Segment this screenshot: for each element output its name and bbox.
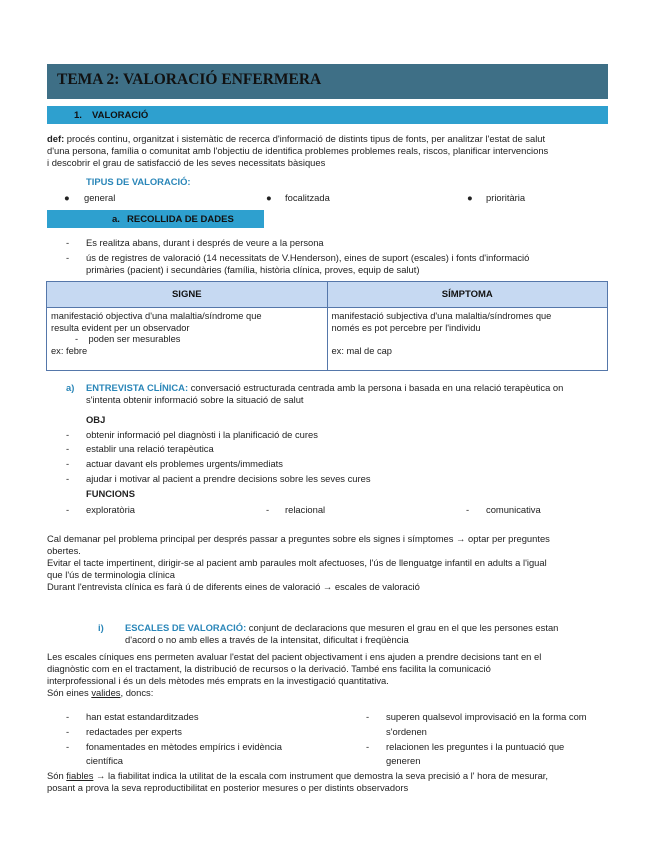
tipus-heading: TIPUS DE VALORACIÓ: <box>86 176 191 187</box>
obj-heading: OBJ <box>86 414 106 425</box>
dash-icon: - <box>466 504 470 515</box>
tipus-item: prioritària <box>486 192 526 203</box>
escales-block <box>125 622 625 646</box>
cell-line: manifestació objectiva d'una malaltia/síndrome que <box>51 311 262 321</box>
fiables-text: posant a prova la seva reproductibilitat en posterior mesures o per distints observadors <box>47 782 409 793</box>
bullet-icon: ● <box>467 192 473 203</box>
dash-icon: - <box>66 473 70 484</box>
funcio-item: comunicativa <box>486 504 541 515</box>
valides-item: superen qualsevol improvisació en la forma com <box>386 711 587 722</box>
table-header-signe: SIGNE <box>47 282 328 308</box>
escales-desc: d'acord o no amb elles a través de la intensitat, dificultat i freqüència <box>125 634 409 645</box>
fiables-word: fiables <box>66 770 94 781</box>
table-cell-signe <box>47 308 328 371</box>
paragraph-line: Durant l'entrevista clínica es farà ú de diferents eines de valoració → escales de valoració <box>47 581 420 592</box>
valides-item: relacionen les preguntes i la puntuació que <box>386 741 565 752</box>
obj-item: actuar davant els problemes urgents/immediats <box>86 458 283 469</box>
escales-heading: ESCALES DE VALORACIÓ: <box>125 622 247 633</box>
dash-icon: - <box>66 237 70 248</box>
section-number: 1. <box>74 110 82 121</box>
tipus-item: general <box>84 192 116 203</box>
dash-icon: - <box>66 429 70 440</box>
definition-line: d'una persona, família o comunitat amb l'objectiu de identifica problemes problemes reals, riscos, planificar intervencions <box>47 145 549 156</box>
entrevista-marker: a) <box>66 382 75 393</box>
subsection-label: RECOLLIDA DE DADES <box>127 214 234 225</box>
entrevista-block <box>86 382 626 406</box>
dash-icon: - <box>66 726 70 737</box>
funcio-item: exploratòria <box>86 504 135 515</box>
definition-term: def: <box>47 133 65 144</box>
obj-item: ajudar i motivar al pacient a prendre decisions sobre les seves cures <box>86 473 371 484</box>
tipus-item: focalitzada <box>285 192 330 203</box>
entrevista-desc: s'intenta obtenir informació sobre la situació de salut <box>86 394 304 405</box>
bullet-icon: ● <box>266 192 272 203</box>
paragraph-line: diagnòstic com en el tractament, la distribució de recursos o la derivació. També ens facilita la comunicació <box>47 663 491 674</box>
dash-icon: - <box>66 252 70 263</box>
paragraph <box>47 533 622 593</box>
dash-icon: - <box>366 711 370 722</box>
definition-line: procés continu, organitzat i sistemàtic de recerca d'informació de distints tipus de fonts, per analitzar l'estat de salut <box>64 133 546 144</box>
valides-item-cont: s'ordenen <box>386 726 427 737</box>
valides-item: han estat estandarditzades <box>86 711 199 722</box>
paragraph <box>47 651 622 699</box>
cell-line: manifestació subjectiva d'una malaltia/síndromes que <box>331 311 552 321</box>
entrevista-heading: ENTREVISTA CLÍNICA: <box>86 382 189 393</box>
dash-icon: - <box>266 504 270 515</box>
paragraph-line: que l'ús de terminologia clínica <box>47 569 175 580</box>
valides-item-cont: científica <box>86 755 123 766</box>
dash-icon: - <box>66 711 70 722</box>
dash-icon: - <box>66 443 70 454</box>
subsection-bar-recollida <box>47 210 264 228</box>
obj-item: obtenir informació pel diagnòsti i la planificació de cures <box>86 429 318 440</box>
definition <box>47 133 617 169</box>
section-bar-valoracio <box>47 106 608 124</box>
table-header-simptoma: SÍMPTOMA <box>327 282 608 308</box>
entrevista-desc: conversació estructurada centrada amb la persona i basada en una relació terapèutica on <box>188 382 564 393</box>
dash-icon: - <box>66 741 70 752</box>
escales-marker: i) <box>98 622 104 633</box>
fiables-text: Són <box>47 770 67 781</box>
list-item <box>86 252 616 276</box>
valides-item: fonamentades en mètodes empírics i evidència <box>86 741 282 752</box>
dash-icon: - <box>366 741 370 752</box>
valides-word: valides <box>91 687 121 698</box>
valides-item: redactades per experts <box>86 726 182 737</box>
subsection-number: a. <box>112 214 120 225</box>
dash-icon: - <box>75 334 79 344</box>
paragraph-line: Cal demanar pel problema principal per després passar a preguntes sobre els signes i símptomes → optar per preguntes <box>47 533 550 544</box>
cell-line: resulta evident per un observador <box>51 322 190 333</box>
valides-text: , doncs: <box>120 687 154 698</box>
valides-text: Són eines <box>47 687 92 698</box>
cell-example: ex: mal de cap <box>331 345 392 356</box>
paragraph-line: Evitar el tacte impertinent, dirigir-se al pacient amb paraules molt afectuoses, l'ús de llenguatge infantil en adults a l'igual <box>47 557 547 568</box>
dash-icon: - <box>66 458 70 469</box>
list-item-line: ús de registres de valoració (14 necessitats de V.Henderson), eines de suport (escales) i fonts d'informació <box>86 252 530 263</box>
list-item-line: primàries (pacient) i secundàries (família, història clínica, proves, equip de salut) <box>86 264 420 275</box>
page-title: TEMA 2: VALORACIÓ ENFERMERA <box>57 71 322 88</box>
escales-desc: conjunt de declaracions que mesuren el grau en el que les persones estan <box>246 622 559 633</box>
valides-item-cont: generen <box>386 755 421 766</box>
section-label: VALORACIÓ <box>92 110 149 121</box>
paragraph-line: obertes. <box>47 545 81 556</box>
table-cell-simptoma <box>327 308 608 371</box>
bullet-icon: ● <box>64 192 70 203</box>
list-item: Es realitza abans, durant i després de veure a la persona <box>86 237 324 248</box>
funcio-item: relacional <box>285 504 326 515</box>
definition-line: i descobrir el grau de satisfacció de les seves necessitats bàsiques <box>47 157 326 168</box>
signe-simptoma-table <box>46 281 608 371</box>
title-bar <box>47 64 608 99</box>
fiables-text: → la fiabilitat indica la utilitat de la escala com instrument que demostra la seva precisió a l' hora de mesurar, <box>93 770 549 781</box>
cell-example: ex: febre <box>51 345 88 356</box>
cell-line: només es pot percebre per l'individu <box>331 322 481 333</box>
obj-item: establir una relació terapèutica <box>86 443 214 454</box>
dash-icon: - <box>66 504 70 515</box>
fiables-paragraph <box>47 770 622 794</box>
paragraph-line: interprofessional i és un dels mètodes més emprats en la investigació quantitativa. <box>47 675 389 686</box>
paragraph-line: Les escales cíniques ens permeten avaluar l'estat del pacient objectivament i ens ajuden a prendre decisions tant en el <box>47 651 542 662</box>
cell-line: poden ser mesurables <box>88 334 181 344</box>
funcions-heading: FUNCIONS <box>86 488 135 499</box>
